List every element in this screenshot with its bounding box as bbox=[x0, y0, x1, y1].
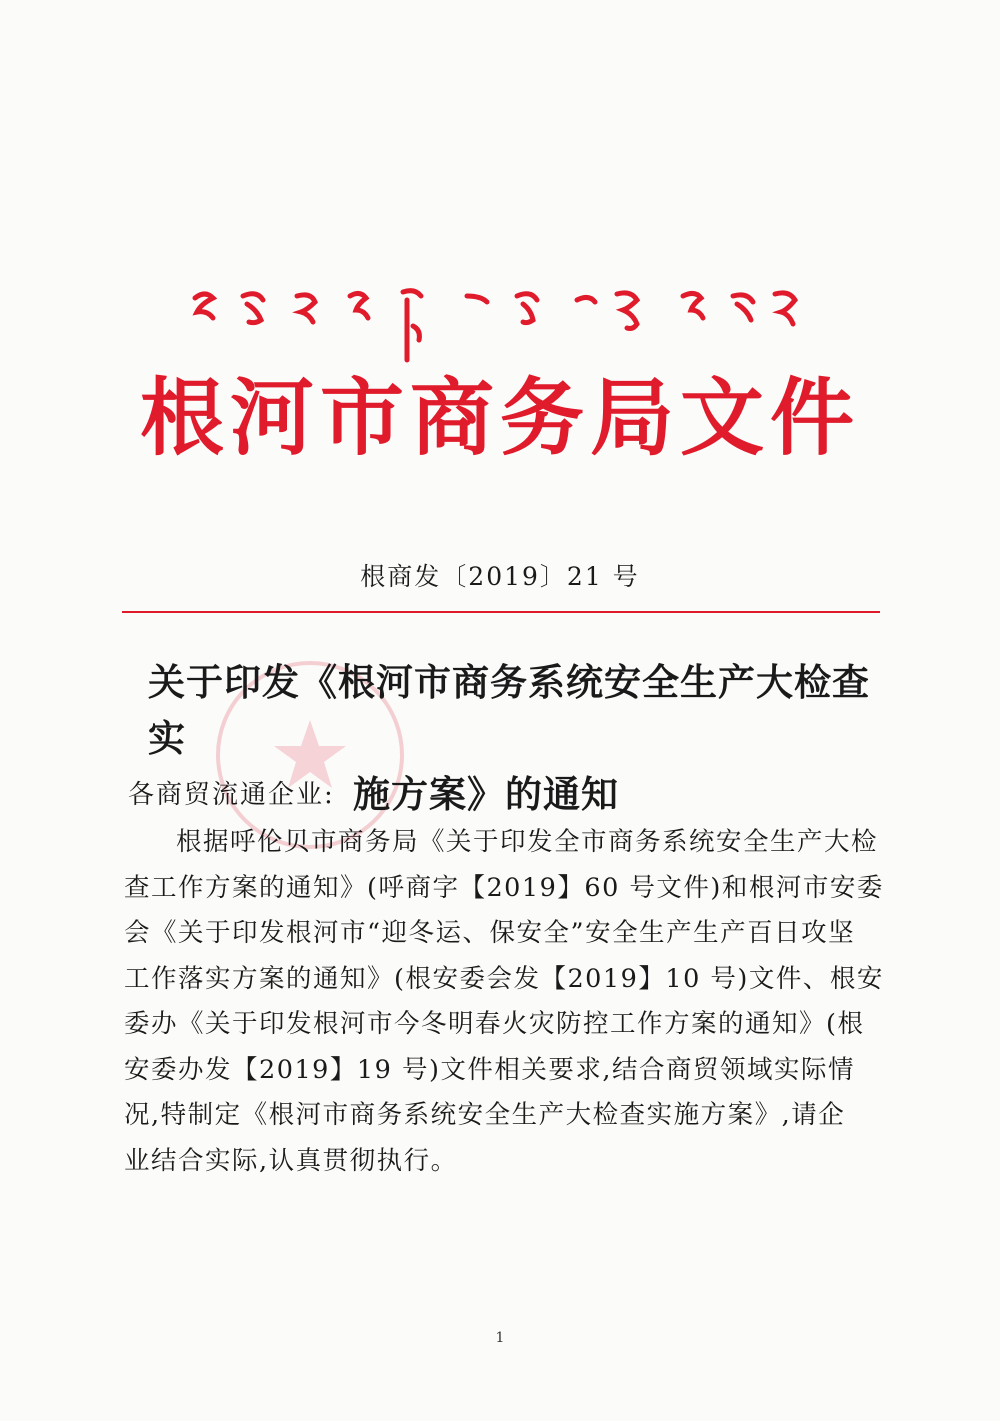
svg-text:ᠭᠡᠨ᠋ᠡ ᠬᠣᠲᠠ ᠶᠢᠨ ᠬᠤᠳᠠᠯᠳᠤᠭᠠ ᠶᠢᠨ ᠲ: ᠭᠡᠨ᠋ᠡ ᠬᠣᠲᠠ ᠶᠢᠨ ᠬᠤᠳᠠᠯᠳᠤᠭᠠ ᠶᠢᠨ ᠲᠣᠪᠴᠢᠶ᠎ᠠ ᠶᠢᠨ ᠪᠢᠴᠢᠭ ᠮᠠᠲ᠋ᠧᠷᠢᠶᠠᠯ bbox=[185, 365, 210, 366]
page-number: 1 bbox=[495, 1330, 505, 1346]
issuing-authority-title: 根河市商务局文件 bbox=[139, 369, 860, 467]
body-line: 况,特制定《根河市商务系统安全生产大检查实施方案》,请企 bbox=[124, 1100, 846, 1130]
notice-title-line-2: 施方案》的通知 bbox=[353, 772, 619, 816]
body-line: 安委办发【2019】19 号)文件相关要求,结合商贸领域实际情 bbox=[124, 1054, 856, 1085]
body-line: 业结合实际,认真贯彻执行。 bbox=[124, 1145, 458, 1176]
red-divider-line bbox=[122, 611, 880, 613]
body-line: 工作落实方案的通知》(根安委会发【2019】10 号)文件、根安 bbox=[124, 963, 884, 994]
notice-title-line-1: 关于印发《根河市商务系统安全生产大检查实 bbox=[148, 660, 870, 760]
document-number: 根商发〔2019〕21 号 bbox=[360, 562, 640, 591]
body-line: 委办《关于印发根河市今冬明春火灾防控工作方案的通知》(根 bbox=[124, 1009, 865, 1039]
body-paragraph bbox=[124, 820, 884, 1184]
salutation: 各商贸流通企业: bbox=[128, 780, 335, 810]
body-line: 查工作方案的通知》(呼商字【2019】60 号文件)和根河市安委 bbox=[124, 872, 884, 903]
body-line: 根据呼伦贝市商务局《关于印发全市商务系统安全生产大检 bbox=[176, 827, 879, 857]
mongolian-script-header bbox=[185, 286, 805, 366]
body-line: 会《关于印发根河市“迎冬运、保安全”安全生产生产百日攻坚 bbox=[124, 918, 856, 948]
